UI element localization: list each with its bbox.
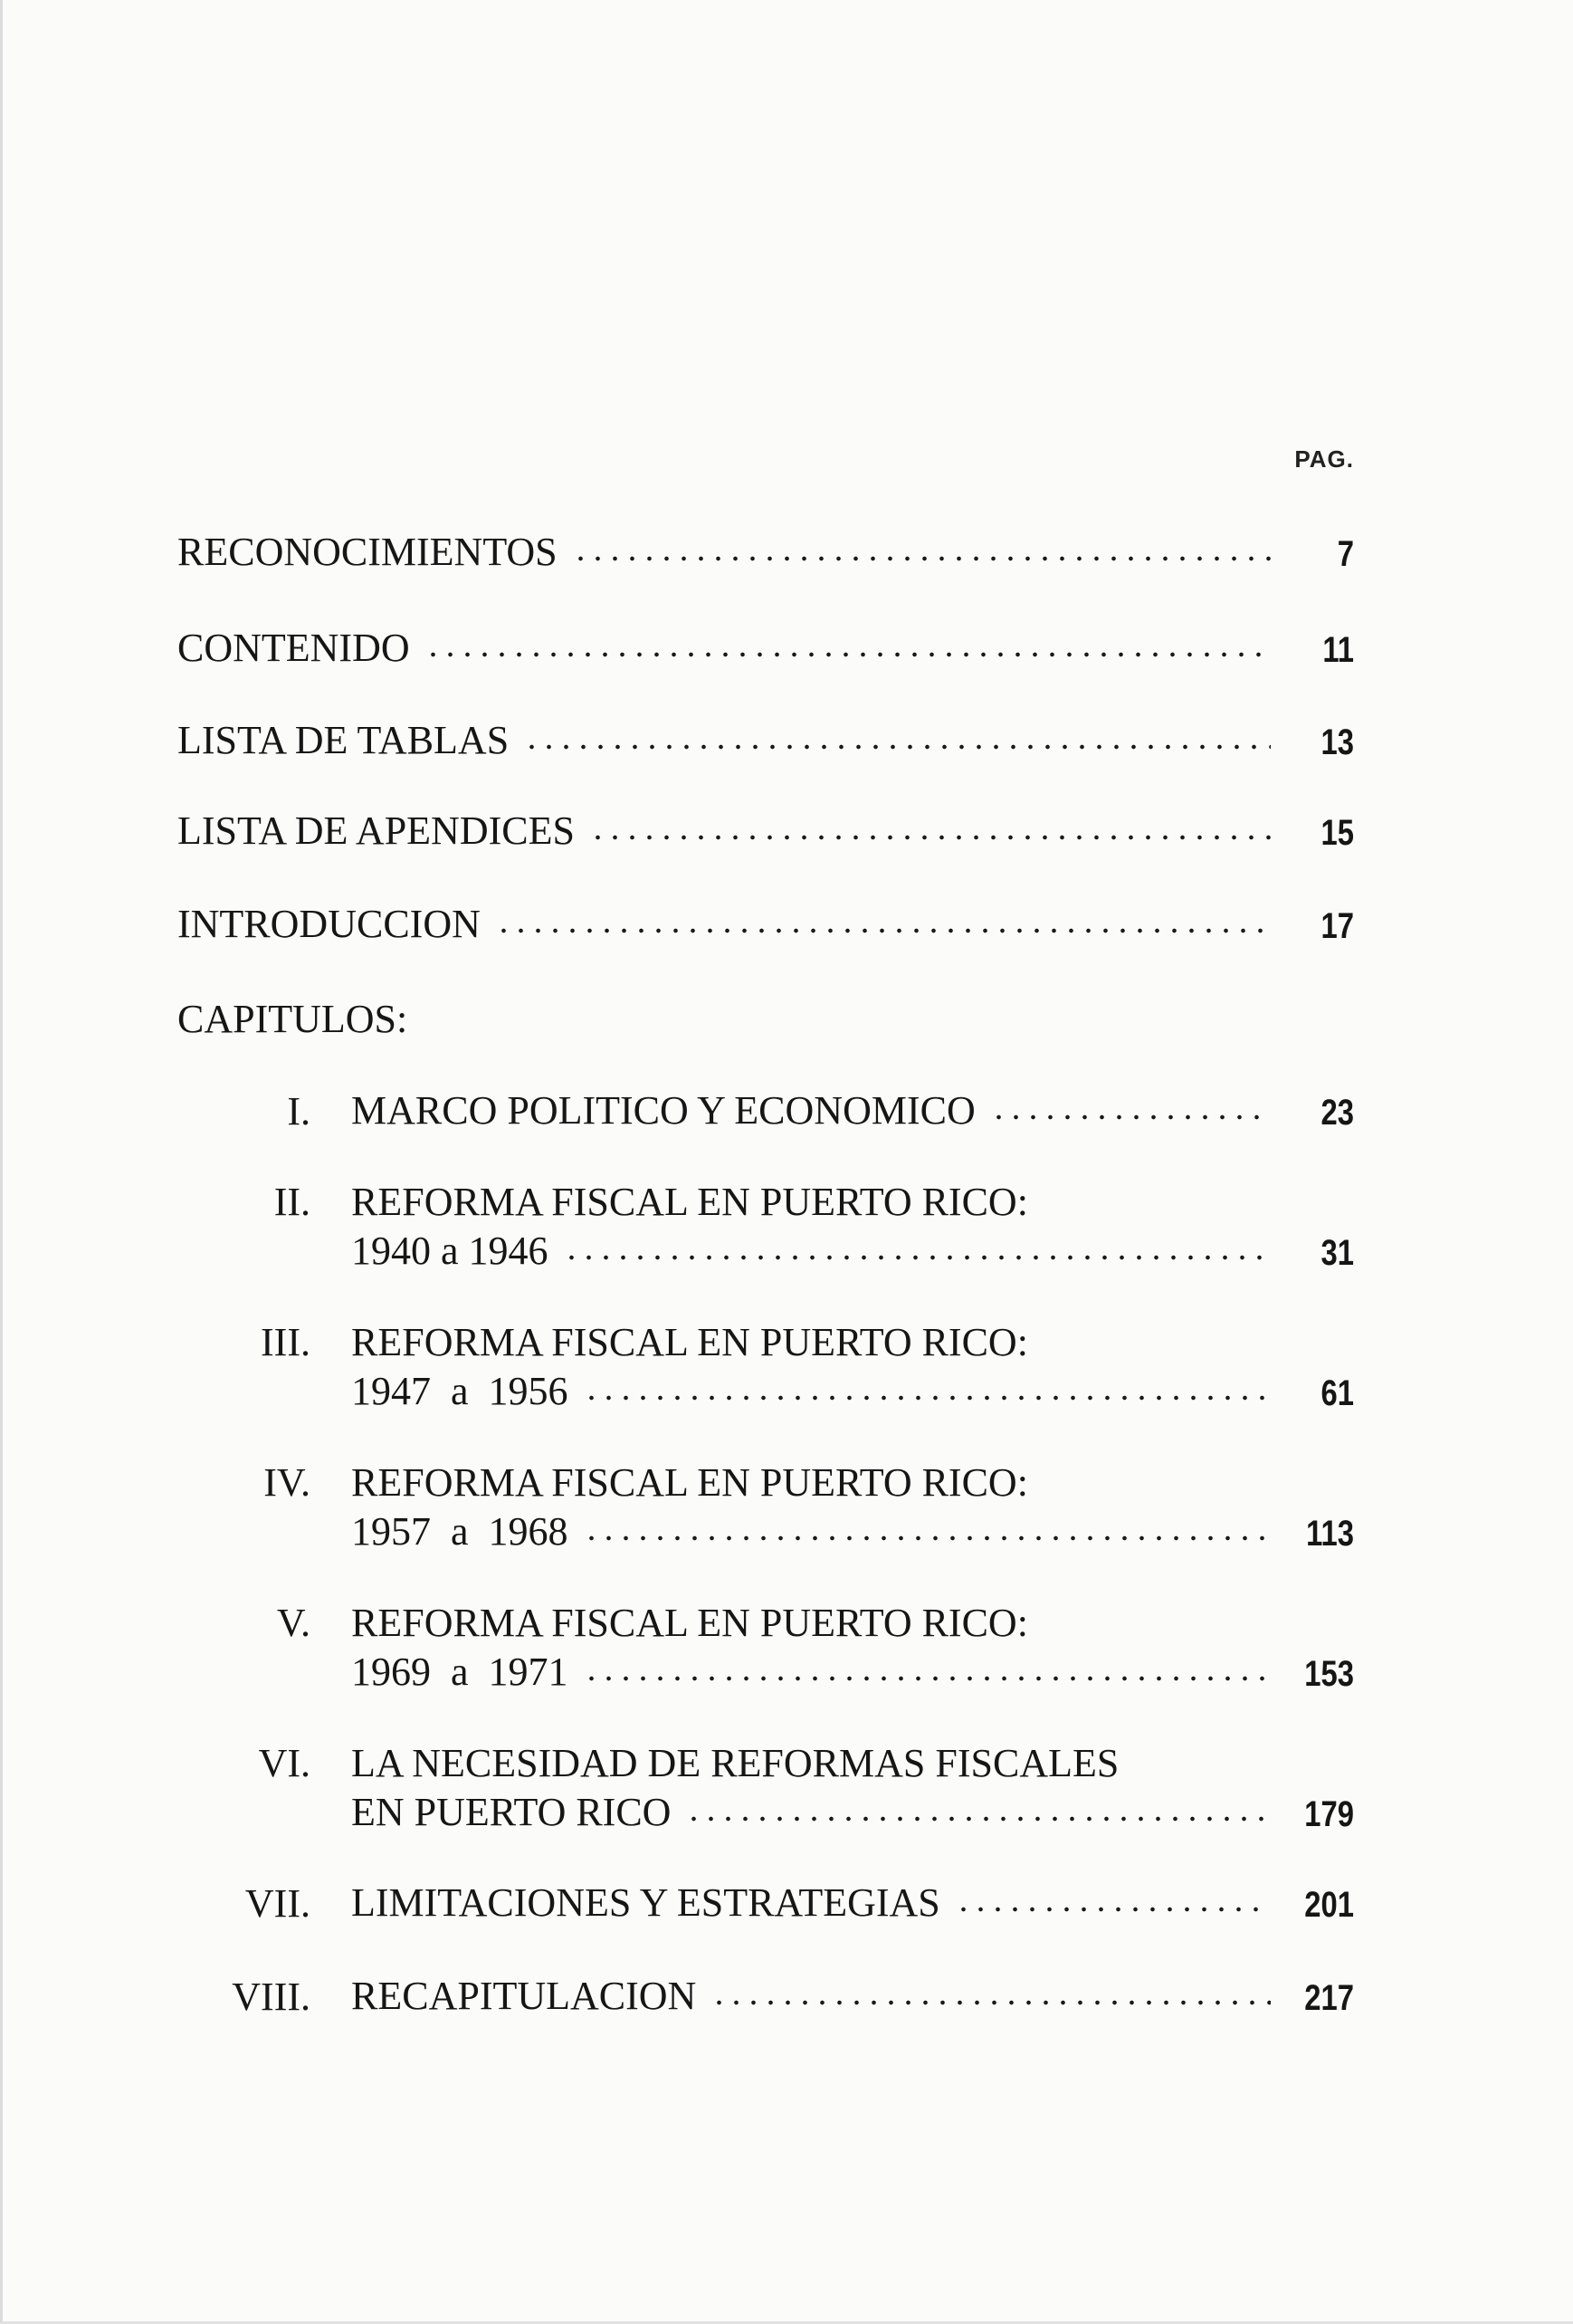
chapter-page: 23 (1320, 1093, 1354, 1133)
chapter-title: REFORMA FISCAL EN PUERTO RICO: (351, 1320, 1028, 1364)
chapter-title: LIMITACIONES Y ESTRATEGIAS (351, 1880, 940, 1925)
chapter-page: 217 (1304, 1978, 1354, 2018)
toc-chapter-1 (351, 1085, 1354, 1131)
chapter-numeral: VI. (258, 1741, 310, 1785)
chapter-title: REFORMA FISCAL EN PUERTO RICO: (351, 1180, 1028, 1224)
dot-leader (589, 829, 1271, 846)
toc-entry-title: LISTA DE TABLAS (177, 718, 510, 762)
dot-leader (990, 1109, 1271, 1125)
toc-entry-page: 11 (1322, 630, 1354, 670)
toc-entry-contenido (177, 623, 1354, 668)
chapter-page: 61 (1320, 1373, 1354, 1413)
chapter-page: 113 (1306, 1514, 1354, 1554)
chapter-page: 179 (1304, 1794, 1354, 1834)
toc-entry-reconocimientos (177, 527, 1354, 572)
chapter-subtitle: EN PUERTO RICO (351, 1790, 672, 1834)
chapter-numeral: VII. (244, 1881, 310, 1926)
dot-leader (424, 646, 1271, 663)
chapter-numeral: III. (261, 1320, 310, 1364)
toc-entry-page: 7 (1337, 534, 1354, 574)
chapter-title: REFORMA FISCAL EN PUERTO RICO: (351, 1601, 1028, 1645)
dot-leader (583, 1390, 1271, 1406)
toc-chapter-3 (351, 1366, 1354, 1411)
chapter-numeral: IV. (263, 1460, 310, 1505)
dot-leader (583, 1670, 1271, 1687)
chapter-subtitle: 1940 a 1946 (351, 1229, 548, 1273)
toc-entry-title: INTRODUCCION (177, 902, 481, 946)
chapter-numeral: VIII. (232, 1975, 310, 2019)
dot-leader (710, 1994, 1271, 2011)
dot-leader (685, 1811, 1271, 1827)
toc-entry-lista-de-apendices (177, 806, 1354, 851)
chapter-numeral: II. (273, 1180, 310, 1224)
chapter-title: REFORMA FISCAL EN PUERTO RICO: (351, 1460, 1028, 1505)
dot-leader (955, 1901, 1271, 1918)
toc-chapter-5 (351, 1647, 1354, 1692)
chapter-subtitle: 1969 a 1971 (351, 1650, 568, 1694)
chapter-page: 153 (1304, 1654, 1354, 1694)
toc-chapter-7 (351, 1878, 1354, 1923)
toc-entry-lista-de-tablas (177, 715, 1354, 760)
dot-leader (572, 550, 1271, 567)
chapter-page: 31 (1320, 1233, 1354, 1273)
toc-chapter-8 (351, 1971, 1354, 2016)
toc-entry-introduccion (177, 899, 1354, 944)
dot-leader (523, 739, 1271, 755)
chapter-numeral: V. (276, 1601, 310, 1645)
toc-chapter-2 (351, 1226, 1354, 1271)
toc-entry-page: 13 (1320, 722, 1354, 762)
toc-entry-title: RECONOCIMIENTOS (177, 530, 558, 574)
chapter-title: LA NECESIDAD DE REFORMAS FISCALES (351, 1741, 1120, 1785)
dot-leader (583, 1530, 1271, 1546)
toc-entry-page: 17 (1320, 906, 1354, 946)
chapter-numeral: I. (287, 1089, 310, 1133)
toc-chapter-6 (351, 1787, 1354, 1832)
dot-leader (563, 1249, 1271, 1266)
chapter-title: MARCO POLITICO Y ECONOMICO (351, 1088, 976, 1133)
dot-leader (495, 923, 1271, 939)
page-column-header: PAG. (1294, 445, 1354, 473)
toc-entry-page: 15 (1320, 813, 1354, 853)
chapter-subtitle: 1957 a 1968 (351, 1509, 568, 1554)
chapter-subtitle: 1947 a 1956 (351, 1369, 568, 1413)
chapters-heading: CAPITULOS: (177, 997, 408, 1041)
chapter-page: 201 (1304, 1885, 1354, 1925)
chapter-title: RECAPITULACION (351, 1974, 697, 2018)
toc-entry-title: CONTENIDO (177, 626, 410, 670)
toc-entry-title: LISTA DE APENDICES (177, 808, 575, 853)
toc-chapter-4 (351, 1506, 1354, 1552)
